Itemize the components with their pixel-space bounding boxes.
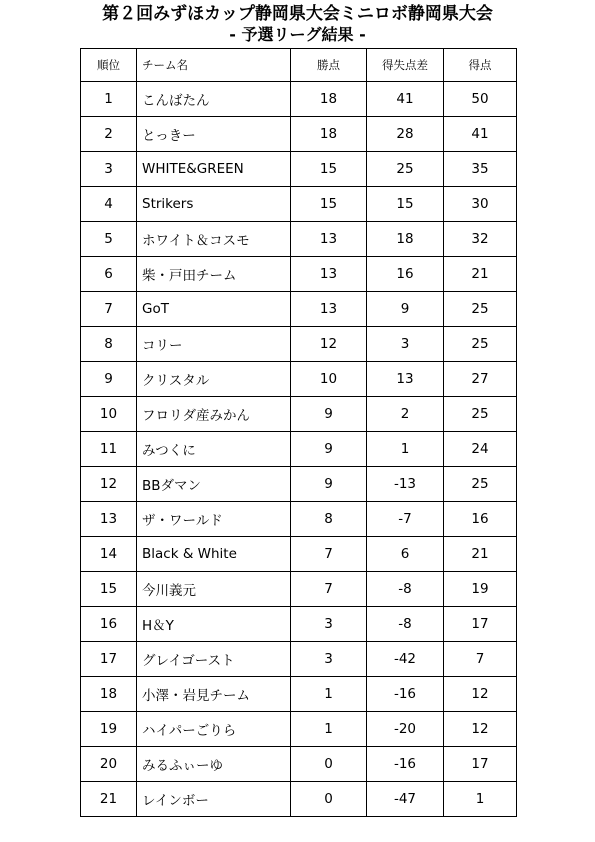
table-row (81, 152, 517, 187)
rank-cell: 11 (81, 432, 137, 467)
goal-diff-cell: -16 (367, 747, 444, 782)
goal-diff-cell: 3 (367, 327, 444, 362)
goals-cell: 35 (444, 152, 517, 187)
header-goal-diff: 得失点差 (367, 49, 444, 82)
team-cell: コリー (137, 327, 291, 362)
rank-cell: 8 (81, 327, 137, 362)
points-cell: 12 (291, 327, 367, 362)
rank-cell: 9 (81, 362, 137, 397)
team-cell: フロリダ産みかん (137, 397, 291, 432)
team-cell: みつくに (137, 432, 291, 467)
goal-diff-cell: 13 (367, 362, 444, 397)
table-row (81, 782, 517, 817)
rank-cell: 20 (81, 747, 137, 782)
team-cell: ザ・ワールド (137, 502, 291, 537)
points-cell: 8 (291, 502, 367, 537)
table-row (81, 572, 517, 607)
goal-diff-cell: 41 (367, 82, 444, 117)
goal-diff-cell: -8 (367, 607, 444, 642)
header-row (81, 49, 517, 82)
points-cell: 13 (291, 222, 367, 257)
points-cell: 7 (291, 572, 367, 607)
header-team: チーム名 (137, 49, 291, 82)
points-cell: 10 (291, 362, 367, 397)
goals-cell: 32 (444, 222, 517, 257)
points-cell: 9 (291, 432, 367, 467)
points-cell: 1 (291, 712, 367, 747)
team-cell: H＆Y (137, 607, 291, 642)
goals-cell: 27 (444, 362, 517, 397)
table-row (81, 82, 517, 117)
rank-cell: 2 (81, 117, 137, 152)
goal-diff-cell: 2 (367, 397, 444, 432)
points-cell: 9 (291, 467, 367, 502)
team-cell: Black & White (137, 537, 291, 572)
team-cell: GoT (137, 292, 291, 327)
table-row (81, 607, 517, 642)
goal-diff-cell: 25 (367, 152, 444, 187)
team-cell: レインボー (137, 782, 291, 817)
results-table (80, 48, 517, 817)
team-cell: とっきー (137, 117, 291, 152)
points-cell: 0 (291, 782, 367, 817)
goal-diff-cell: 15 (367, 187, 444, 222)
team-cell: BBダマン (137, 467, 291, 502)
table-row (81, 362, 517, 397)
team-cell: WHITE&GREEN (137, 152, 291, 187)
table-header (81, 49, 517, 82)
table-row (81, 537, 517, 572)
rank-cell: 16 (81, 607, 137, 642)
goal-diff-cell: 9 (367, 292, 444, 327)
rank-cell: 3 (81, 152, 137, 187)
team-cell: 小澤・岩見チーム (137, 677, 291, 712)
points-cell: 3 (291, 607, 367, 642)
goal-diff-cell: -8 (367, 572, 444, 607)
table-row (81, 327, 517, 362)
points-cell: 0 (291, 747, 367, 782)
rank-cell: 15 (81, 572, 137, 607)
table-body (81, 82, 517, 817)
points-cell: 3 (291, 642, 367, 677)
goals-cell: 21 (444, 537, 517, 572)
points-cell: 15 (291, 152, 367, 187)
team-cell: クリスタル (137, 362, 291, 397)
goals-cell: 19 (444, 572, 517, 607)
rank-cell: 14 (81, 537, 137, 572)
rank-cell: 19 (81, 712, 137, 747)
table-row (81, 747, 517, 782)
header-points: 勝点 (291, 49, 367, 82)
goals-cell: 17 (444, 747, 517, 782)
goals-cell: 30 (444, 187, 517, 222)
points-cell: 13 (291, 292, 367, 327)
page-subtitle: - 予選リーグ結果 - (229, 25, 366, 44)
goals-cell: 1 (444, 782, 517, 817)
points-cell: 18 (291, 117, 367, 152)
points-cell: 18 (291, 82, 367, 117)
goals-cell: 25 (444, 292, 517, 327)
table-row (81, 432, 517, 467)
goals-cell: 17 (444, 607, 517, 642)
goal-diff-cell: 18 (367, 222, 444, 257)
rank-cell: 10 (81, 397, 137, 432)
header-rank: 順位 (81, 49, 137, 82)
rank-cell: 7 (81, 292, 137, 327)
goal-diff-cell: -16 (367, 677, 444, 712)
goals-cell: 24 (444, 432, 517, 467)
goals-cell: 25 (444, 327, 517, 362)
rank-cell: 17 (81, 642, 137, 677)
rank-cell: 6 (81, 257, 137, 292)
table-row (81, 222, 517, 257)
rank-cell: 1 (81, 82, 137, 117)
goal-diff-cell: -47 (367, 782, 444, 817)
goal-diff-cell: -7 (367, 502, 444, 537)
header-goals: 得点 (444, 49, 517, 82)
team-cell: みるふぃーゆ (137, 747, 291, 782)
table-row (81, 502, 517, 537)
team-cell: ホワイト＆コスモ (137, 222, 291, 257)
goals-cell: 50 (444, 82, 517, 117)
table-row (81, 397, 517, 432)
goal-diff-cell: 28 (367, 117, 444, 152)
goals-cell: 25 (444, 397, 517, 432)
table-row (81, 467, 517, 502)
table-row (81, 257, 517, 292)
table-row (81, 292, 517, 327)
goal-diff-cell: -20 (367, 712, 444, 747)
goal-diff-cell: 6 (367, 537, 444, 572)
goal-diff-cell: 1 (367, 432, 444, 467)
goals-cell: 12 (444, 712, 517, 747)
goals-cell: 25 (444, 467, 517, 502)
team-cell: グレイゴースト (137, 642, 291, 677)
goal-diff-cell: 16 (367, 257, 444, 292)
goal-diff-cell: -42 (367, 642, 444, 677)
rank-cell: 21 (81, 782, 137, 817)
rank-cell: 13 (81, 502, 137, 537)
team-cell: こんばたん (137, 82, 291, 117)
points-cell: 15 (291, 187, 367, 222)
points-cell: 9 (291, 397, 367, 432)
team-cell: 今川義元 (137, 572, 291, 607)
table-row (81, 712, 517, 747)
team-cell: ハイパーごりら (137, 712, 291, 747)
rank-cell: 12 (81, 467, 137, 502)
goals-cell: 7 (444, 642, 517, 677)
page-title: 第２回みずほカップ静岡県大会ミニロボ静岡県大会 (102, 4, 493, 24)
rank-cell: 5 (81, 222, 137, 257)
team-cell: 柴・戸田チーム (137, 257, 291, 292)
points-cell: 7 (291, 537, 367, 572)
goals-cell: 41 (444, 117, 517, 152)
table-row (81, 677, 517, 712)
table-row (81, 642, 517, 677)
table-row (81, 187, 517, 222)
points-cell: 1 (291, 677, 367, 712)
team-cell: Strikers (137, 187, 291, 222)
goal-diff-cell: -13 (367, 467, 444, 502)
goals-cell: 21 (444, 257, 517, 292)
table-row (81, 117, 517, 152)
goals-cell: 12 (444, 677, 517, 712)
goals-cell: 16 (444, 502, 517, 537)
points-cell: 13 (291, 257, 367, 292)
rank-cell: 4 (81, 187, 137, 222)
rank-cell: 18 (81, 677, 137, 712)
